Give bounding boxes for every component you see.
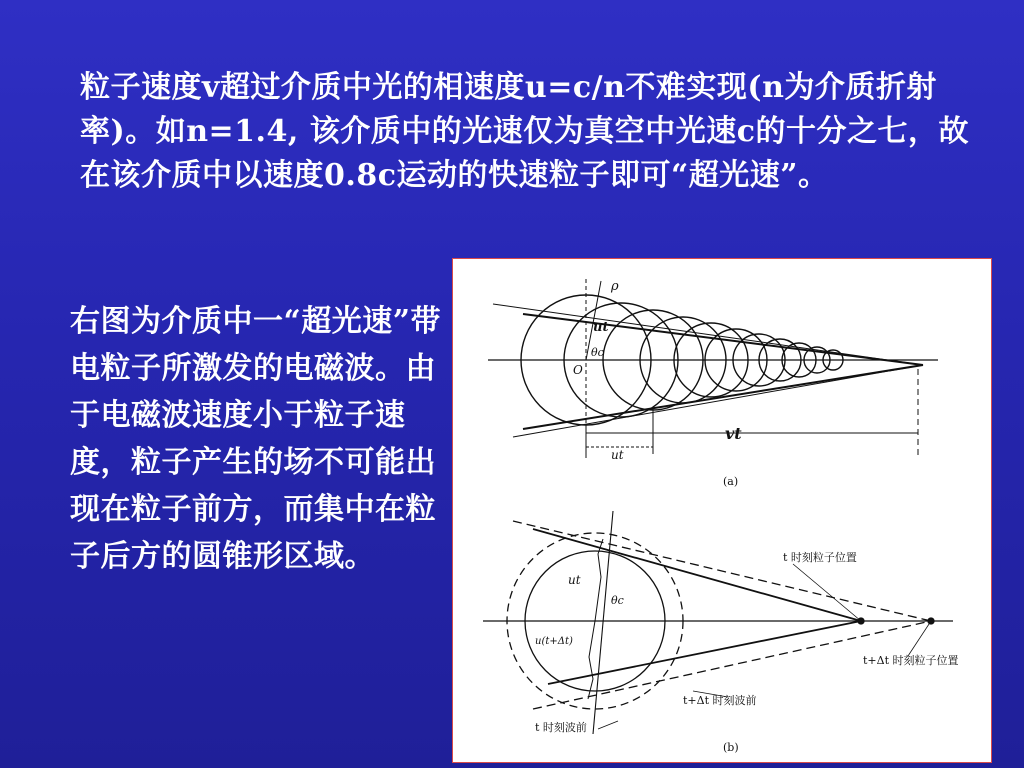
label-u-dt: u(t+Δt) [535, 636, 573, 647]
label-rho: ρ [611, 279, 619, 294]
label-ut-b: ut [568, 573, 581, 587]
label-ut-bottom: ut [611, 448, 624, 462]
label-particle-tdt: t+Δt 时刻粒子位置 [863, 654, 959, 667]
paragraph-top: 粒子速度v超过介质中光的相速度u=c/n不难实现(n为介质折射率)。如n=1.4, 该介质中的光速仅为真空中光速c的十分之七，故在该介质中以速度0.8c运动的快速粒子即可“超光速”。 [80, 70, 969, 193]
label-wavefront-tdt: t+Δt 时刻波前 [683, 694, 757, 707]
diagram-a [488, 279, 938, 459]
label-ut-a: ut [593, 320, 609, 335]
label-vt: vt [725, 424, 742, 443]
label-particle-t: t 时刻粒子位置 [783, 551, 857, 564]
caption-b: (b) [723, 741, 739, 754]
paragraph-left: 右图为介质中一“超光速”带电粒子所激发的电磁波。由于电磁波速度小于粒子速度，粒子产生的场不可能出现在粒子前方，而集中在粒子后方的圆锥形区域。 [70, 304, 442, 574]
cherenkov-figure [452, 258, 992, 763]
caption-a: (a) [723, 475, 739, 488]
label-theta-a: θc [591, 346, 604, 359]
label-origin: O [573, 363, 583, 377]
label-theta-b: θc [611, 594, 624, 607]
label-wavefront-t: t 时刻波前 [535, 721, 587, 734]
cherenkov-diagram [453, 259, 991, 762]
